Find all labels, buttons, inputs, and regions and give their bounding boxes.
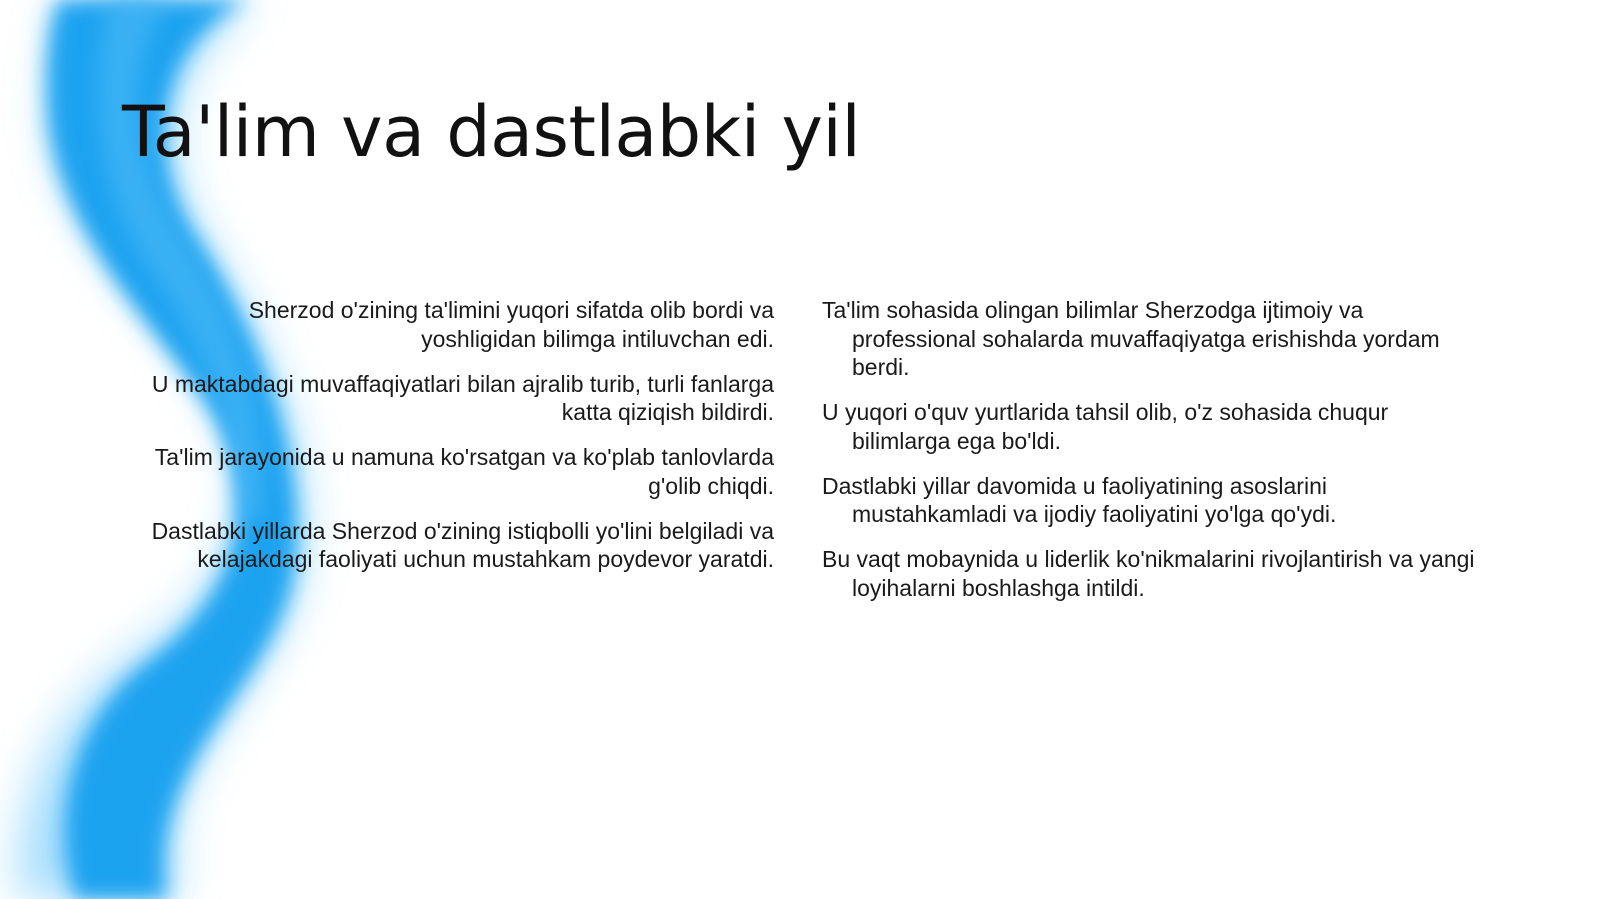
slide-title: Ta'lim va dastlabki yil (122, 91, 861, 173)
left-column (130, 296, 774, 590)
right-column (822, 296, 1482, 619)
left-paragraph-4: Dastlabki yillarda Sherzod o'zining istiqbolli yo'lini belgiladi va kelajakdagi faoliyati uchun mustahkam poydevor yaratdi. (151, 517, 774, 572)
right-paragraph-3: Dastlabki yillar davomida u faoliyatining asoslarini mustahkamladi va ijodiy faoliyatini yo'lga qo'ydi. (822, 472, 1337, 527)
left-paragraph-1: Sherzod o'zining ta'limini yuqori sifatda olib bordi va yoshligidan bilimga intiluvchan edi. (248, 297, 774, 352)
right-paragraph-4: Bu vaqt mobaynida u liderlik ko'nikmalarini rivojlantirish va yangi loyihalarni boshlashga intildi. (822, 546, 1475, 601)
left-paragraph-2: U maktabdagi muvaffaqiyatlari bilan ajralib turib, turli fanlarga katta qiziqish bildirdi. (151, 370, 774, 425)
left-paragraph-3: Ta'lim jarayonida u namuna ko'rsatgan va ko'plab tanlovlarda g'olib chiqdi. (154, 444, 774, 499)
right-paragraph-1: Ta'lim sohasida olingan bilimlar Sherzodga ijtimoiy va professional sohalarda muvaffaqiyatga erishishda yordam berdi. (822, 297, 1440, 380)
right-paragraph-2: U yuqori o'quv yurtlarida tahsil olib, o'z sohasida chuqur bilimlarga ega bo'ldi. (822, 399, 1389, 454)
